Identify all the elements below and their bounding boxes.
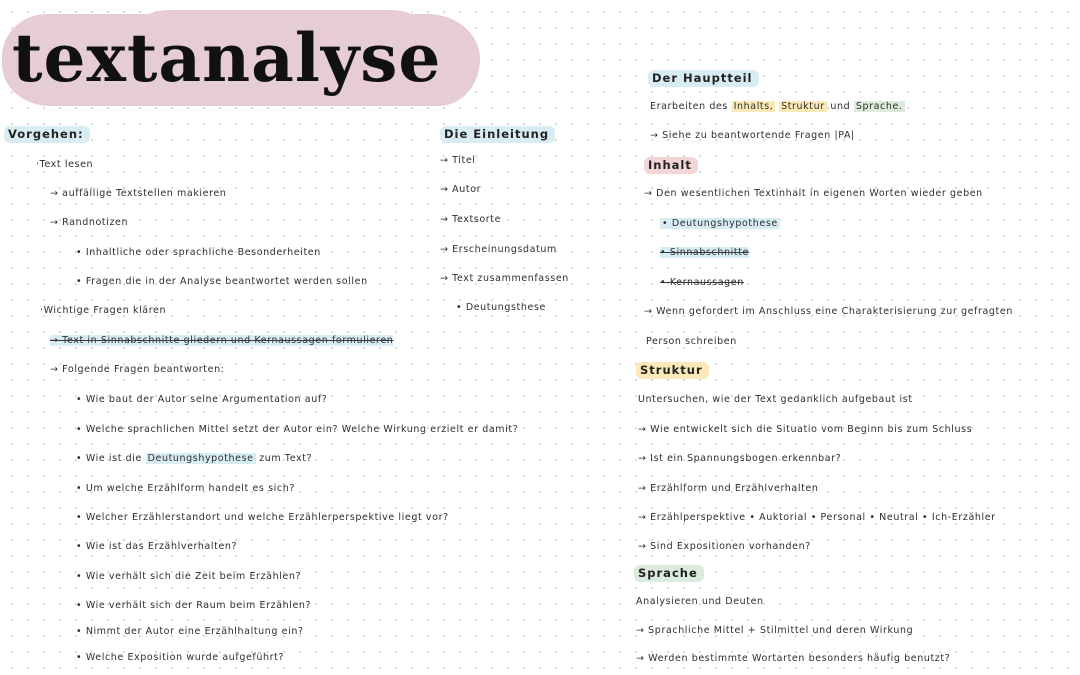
struktur-item: → Erzählform und Erzählverhalten — [638, 483, 819, 494]
vorgehen-item: → Randnotizen — [50, 217, 129, 228]
question-item: • Um welche Erzählform handelt es sich? — [76, 483, 295, 494]
struktur-item: → Erzählperspektive • Auktorial • Personal • Neutral • Ich-Erzähler — [638, 512, 996, 523]
inhalt-heading: Inhalt — [644, 157, 698, 174]
einleitung-item: → Textsorte — [440, 214, 502, 225]
intro-inhalts: Inhalts, — [733, 101, 774, 112]
vorgehen-item: ·Wichtige Fragen klären — [40, 305, 167, 316]
title-banner — [0, 6, 490, 106]
einleitung-item: → Titel — [440, 155, 476, 166]
inhalt-item — [660, 218, 780, 229]
question-item: • Welche Exposition wurde aufgeführt? — [76, 652, 285, 663]
struktur-item: → Wie entwickelt sich die Situatio vom Beginn bis zum Schluss — [638, 424, 973, 435]
einleitung-item: • Deutungsthese — [456, 302, 546, 313]
deutungshypothese-mark: Deutungshypothese — [147, 453, 254, 464]
question-item: • Nimmt der Autor eine Erzählhaltung ein? — [76, 626, 304, 637]
hauptteil-intro — [650, 101, 905, 112]
vorgehen-item: ·Text lesen — [36, 159, 94, 170]
question-item: • Welche sprachlichen Mittel setzt der Autor ein? Welche Wirkung erzielt er damit? — [76, 424, 519, 435]
intro-sprache: Sprache. — [855, 101, 903, 112]
sprache-item: → Werden bestimmte Wortarten besonders häufig benutzt? — [636, 653, 951, 664]
question-item — [76, 453, 312, 464]
einleitung-item: → Erscheinungsdatum — [440, 244, 557, 255]
sprache-item: → Sprachliche Mittel + Stilmittel und deren Wirkung — [636, 625, 914, 636]
inhalt-deutungshypothese: • Deutungshypothese — [662, 218, 778, 229]
hauptteil-heading: Der Hauptteil — [648, 70, 759, 87]
hauptteil-see: → Siehe zu beantwortende Fragen |PA| — [650, 130, 855, 141]
inhalt-item: → Wenn gefordert im Anschluss eine Charakterisierung zur gefragten — [644, 306, 1013, 317]
struktur-heading: Struktur — [636, 362, 709, 379]
struktur-item: → Ist ein Spannungsbogen erkennbar? — [638, 453, 842, 464]
vorgehen-item — [50, 335, 393, 346]
inhalt-item: → Den wesentlichen Textinhalt in eigenen Worten wieder geben — [644, 188, 983, 199]
question-item: • Wie verhält sich der Raum beim Erzählen? — [76, 600, 312, 611]
question-text-end: zum Text? — [259, 453, 313, 464]
struktur-item: → Sind Expositionen vorhanden? — [638, 541, 811, 552]
vorgehen-item-marked: → Text in Sinnabschnitte gliedern und Kernaussagen formulieren — [50, 335, 394, 346]
sprache-item: Analysieren und Deuten — [636, 596, 764, 607]
inhalt-item — [660, 247, 749, 258]
vorgehen-item: → auffällige Textstellen makieren — [50, 188, 227, 199]
sprache-heading: Sprache — [634, 565, 704, 582]
inhalt-item: Person schreiben — [646, 336, 737, 347]
intro-und: und — [830, 101, 851, 112]
question-item: • Welcher Erzählerstandort und welche Erzählerperspektive liegt vor? — [76, 512, 449, 523]
question-item: • Wie verhält sich die Zeit beim Erzählen? — [76, 571, 302, 582]
page-title: textanalyse — [12, 19, 442, 97]
struktur-item: Untersuchen, wie der Text gedanklich aufgebaut ist — [638, 394, 913, 405]
vorgehen-item: • Inhaltliche oder sprachliche Besonderheiten — [76, 247, 321, 258]
question-text: • Wie ist die — [76, 453, 142, 464]
question-item: • Wie ist das Erzählverhalten? — [76, 541, 238, 552]
vorgehen-item: • Fragen die in der Analyse beantwortet werden sollen — [76, 276, 368, 287]
einleitung-item: → Autor — [440, 184, 482, 195]
intro-prefix: Erarbeiten des — [650, 101, 728, 112]
einleitung-item: → Text zusammenfassen — [440, 273, 569, 284]
vorgehen-item: → Folgende Fragen beantworten: — [50, 364, 225, 375]
inhalt-sinnabschnitte: • Sinnabschnitte — [660, 247, 749, 258]
intro-struktur: Struktur — [781, 101, 825, 112]
vorgehen-heading: Vorgehen: — [4, 126, 90, 143]
inhalt-kernaussagen: • Kernaussagen — [660, 277, 744, 288]
einleitung-heading: Die Einleitung — [440, 126, 555, 143]
question-item: • Wie baut der Autor seine Argumentation auf? — [76, 394, 328, 405]
inhalt-item — [660, 277, 744, 288]
